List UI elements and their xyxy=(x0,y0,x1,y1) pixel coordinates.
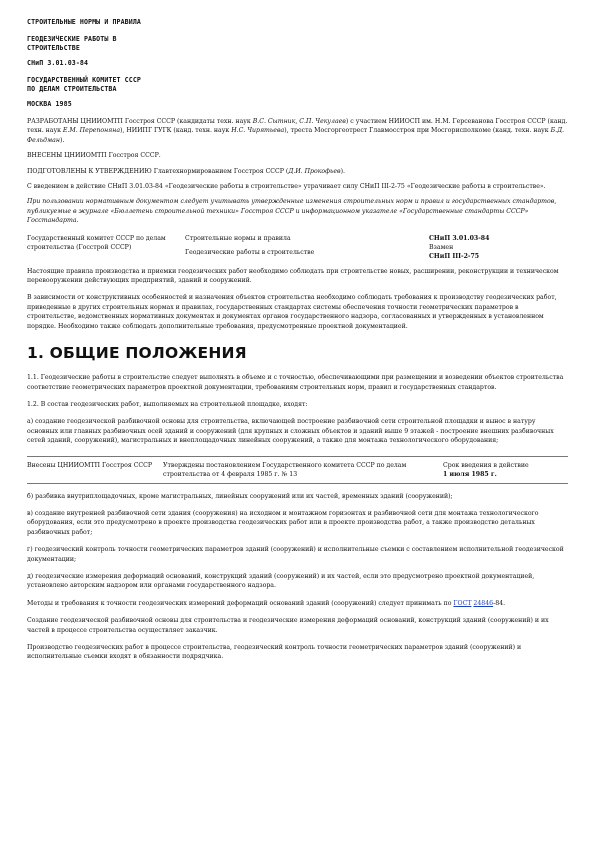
title-cell xyxy=(179,234,423,261)
info-table xyxy=(27,234,568,261)
list-item-a: а) создание геодезической разбивочной основы для строительства, включающей построение разбивочной сети строительной площадки и вынос в натуру основных или главных разбивочных осей зданий и сооружений (для крупных и сложных объектов и зданий выше 9 этажей - построение внешних разбивочных сетей зданий, сооружений), магистральных и внеплощадочных линейных сооружений, а также для монтажа технологического оборудования; xyxy=(27,418,554,445)
header-subtitle-2: СТРОИТЕЛЬСТВЕ xyxy=(27,44,80,52)
header-org-2: ПО ДЕЛАМ СТРОИТЕЛЬСТВА xyxy=(27,85,117,93)
approval-table xyxy=(27,461,568,479)
doc-title-1: Строительные нормы и правила xyxy=(185,234,291,242)
header-city: МОСКВА 1985 xyxy=(27,100,72,108)
replaces-label: Взамен xyxy=(429,243,454,251)
production-paragraph: Производство геодезических работ в процессе строительства, геодезический контроль точности геометрических параметров зданий (сооружений) и исполнительные съемки входят в обязанности подрядчика. xyxy=(27,644,522,661)
header-title: СТРОИТЕЛЬНЫЕ НОРМЫ И ПРАВИЛА xyxy=(27,18,141,26)
replaces-code: СНиП III-2-75 xyxy=(429,252,480,260)
gost-link[interactable]: ГОСТ xyxy=(453,599,472,607)
header-org-1: ГОСУДАРСТВЕННЫЙ КОМИТЕТ СССР xyxy=(27,76,141,84)
list-item-v: в) создание внутренней разбивочной сети здания (сооружения) на исходном и монтажном горизонтах и разбивочной сети для монтажа технологического оборудования, если это предусмотрено в проекте производства геодезических работ или в проекте производства работ, а также производство детальных разбивочных работ; xyxy=(27,509,539,536)
methods-paragraph: Методы и требования к точности геодезических измерений деформаций оснований зданий (сооружений) следует принимать по ГОСТ 24846-84. xyxy=(27,599,506,607)
approval-start xyxy=(433,461,568,479)
gost-number-link[interactable]: 24846 xyxy=(473,599,494,607)
doc-code: СНиП 3.01.03-84 xyxy=(429,234,490,242)
submitted-by: ВНЕСЕНЫ ЦНИИОМТП Госстроя СССР. xyxy=(27,152,161,160)
clause-1-2: 1.2. В состав геодезических работ, выполняемых на строительной площадке, входят: xyxy=(27,400,308,408)
scope-paragraph-1: Настоящие правила производства и приемки геодезических работ необходимо соблюдать при строительстве новых, расширении, реконструкции и техническом перевооружении действующих предприятий, зданий и сооружений. xyxy=(27,267,559,285)
header-subtitle-1: ГЕОДЕЗИЧЕСКИЕ РАБОТЫ В xyxy=(27,35,117,43)
developed-by: РАЗРАБОТАНЫ ЦНИИОМТП Госстроя СССР (кандидаты техн. наук В.С. Сытник, С.П. Чекулаев) с участием НИИОСП им. Н.М. Герсеванова Госстроя СССР (канд. техн. наук Е.М. Перепоняна), НИИПГ ГУГК (канд. техн. наук Н.С. Чирятьева), треста Мосгоргеотрест Главмосстроя при Мосгорисполкоме (канд. техн. наук Б.Д. Фельдман). xyxy=(27,118,568,144)
approval-approved: Утверждены постановлением Государственного комитета СССР по делам строительства от 4 февраля 1985 г. № 13 xyxy=(163,461,407,478)
section-heading: 1. ОБЩИЕ ПОЛОЖЕНИЯ xyxy=(27,344,247,363)
doc-title-2: Геодезические работы в строительстве xyxy=(185,248,315,256)
effective-note: С введением в действие СНиП 3.01.03-84 «Геодезические работы в строительстве» утрачивает силу СНиП III-2-75 «Геодезические работы в строительстве». xyxy=(27,183,546,191)
usage-note: При пользовании нормативным документом следует учитывать утвержденные изменения строительных норм и правил и государственных стандартов, публикуемые в журнале «Бюллетень строительной техники» Госстроя СССР и информационном указателе «Государственные стандарты СССР» Госстандарта. xyxy=(27,198,557,225)
authority-cell: Государственный комитет СССР по делам строительства (Госстрой СССР) xyxy=(27,234,166,251)
creation-paragraph: Создание геодезической разбивочной основы для строительства и геодезические измерения деформаций оснований, конструкций зданий (сооружений) и их частей в процессе строительства осуществляет заказчик. xyxy=(27,617,549,634)
list-item-g: г) геодезический контроль точности геометрических параметров зданий (сооружений) и исполнительные съемки с составлением исполнительной геодезической документации; xyxy=(27,546,564,563)
start-label: Срок введения в действие xyxy=(443,461,529,469)
approval-submitted: Внесены ЦНИИОМТП Госстроя СССР xyxy=(27,461,153,469)
start-date: 1 июля 1985 г. xyxy=(443,470,497,478)
clause-1-1: 1.1. Геодезические работы в строительстве следует выполнять в объеме и с точностью, обеспечивающими при размещении и возведении объектов строительства соответствие геометрических параметров проектной документации, требованиям строительных норм, правил и государственных стандартов. xyxy=(27,374,564,391)
scope-paragraph-2: В зависимости от конструктивных особенностей и назначения объектов строительства необходимо соблюдать требования к производству геодезических работ, приведенные в других строительных нормах и правилах, государственных стандартах системы обеспечения точности геометрических параметров в строительстве, ведомственных нормативных документах и документах органов государственного надзора, согласованных и утвержденных в установленном порядке. Необходимо также соблюдать дополнительные требования, предусмотренные проектной документацией. xyxy=(27,294,557,330)
prepared-by: ПОДГОТОВЛЕНЫ К УТВЕРЖДЕНИЮ Главтехнормированием Госстроя СССР (Д.И. Прокофьев). xyxy=(27,167,346,175)
code-cell xyxy=(423,234,568,261)
header-code: СНиП 3.01.03-84 xyxy=(27,59,89,67)
list-item-d: д) геодезические измерения деформаций оснований, конструкций зданий (сооружений) и их частей, если это предусмотрено проектной документацией, установлено авторским надзором или органами государственного надзора. xyxy=(27,572,535,590)
list-item-b: б) разбивка внутриплощадочных, кроме магистральных, линейных сооружений или их частей, временных зданий (сооружений); xyxy=(27,492,453,500)
